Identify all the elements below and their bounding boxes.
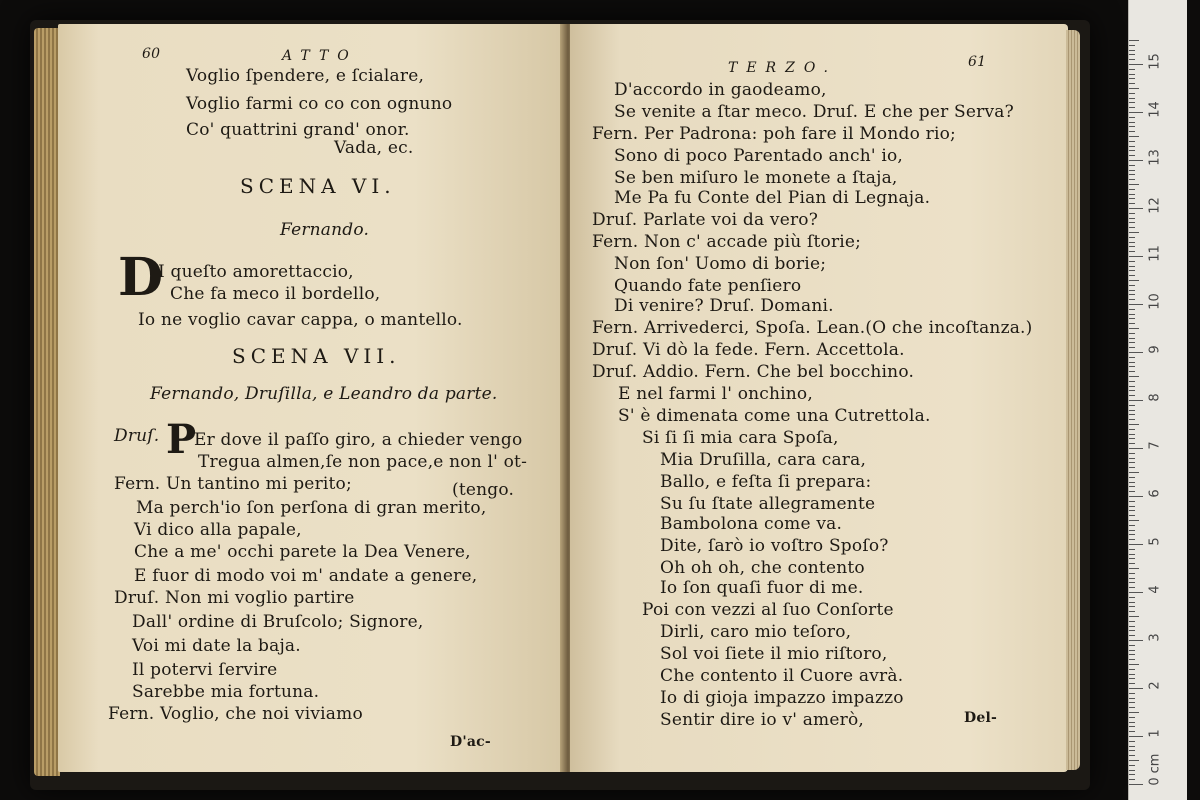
ruler-tick bbox=[1129, 568, 1139, 569]
ruler-label: 14 bbox=[1147, 101, 1163, 118]
ruler-tick bbox=[1129, 549, 1135, 550]
ruler-tick bbox=[1129, 261, 1135, 262]
ruler-label: 15 bbox=[1147, 53, 1163, 70]
ruler-tick bbox=[1129, 74, 1135, 75]
ruler-tick bbox=[1129, 333, 1135, 334]
catchword: D'ac- bbox=[450, 734, 491, 750]
ruler-tick bbox=[1129, 242, 1135, 243]
ruler-tick bbox=[1129, 510, 1135, 511]
ruler-tick bbox=[1129, 246, 1135, 247]
ruler-tick bbox=[1129, 520, 1139, 521]
verse-line: Me Pa fu Conte del Pian di Legnaja. bbox=[614, 188, 931, 208]
ruler-tick bbox=[1129, 750, 1135, 751]
ruler-label: 3 bbox=[1147, 633, 1163, 642]
verse-line: Co' quattrini grand' onor. bbox=[186, 120, 410, 140]
ruler-tick bbox=[1129, 170, 1135, 171]
verse-line: Voglio farmi co co con ognuno bbox=[186, 94, 453, 114]
ruler-tick bbox=[1129, 707, 1135, 708]
ruler-tick bbox=[1129, 93, 1135, 94]
ruler-tick bbox=[1129, 501, 1135, 502]
verse-line: Druſ. Addio. Fern. Che bel bocchino. bbox=[592, 362, 915, 382]
ruler-label: 8 bbox=[1147, 393, 1163, 402]
verse-line: Druſ. Vi dò la fede. Fern. Accettola. bbox=[592, 340, 905, 360]
ruler-tick bbox=[1129, 486, 1135, 487]
ruler-label: 11 bbox=[1147, 245, 1163, 262]
ruler-tick bbox=[1129, 318, 1135, 319]
ruler-tick bbox=[1129, 539, 1135, 540]
ruler-tick bbox=[1129, 669, 1135, 670]
verse-line: Vada, ec. bbox=[334, 138, 414, 158]
ruler-tick bbox=[1129, 347, 1135, 348]
ruler-unit: cm bbox=[1147, 753, 1163, 774]
ruler-tick bbox=[1129, 381, 1135, 382]
verse-line: Di venire? Druſ. Domani. bbox=[614, 296, 834, 316]
ruler-tick bbox=[1129, 270, 1135, 271]
ruler-tick bbox=[1129, 597, 1135, 598]
ruler-tick bbox=[1129, 630, 1135, 631]
verse-line: Io ſon quaſi fuor di me. bbox=[660, 578, 864, 598]
ruler-tick bbox=[1129, 179, 1135, 180]
ruler-tick bbox=[1129, 304, 1143, 305]
left-page bbox=[58, 24, 566, 772]
ruler-tick bbox=[1129, 141, 1135, 142]
ruler-tick bbox=[1129, 472, 1139, 473]
ruler-tick bbox=[1129, 290, 1135, 291]
ruler-tick bbox=[1129, 40, 1139, 41]
measurement-ruler bbox=[1128, 0, 1187, 800]
scene-title: SCENA VI. bbox=[240, 174, 396, 198]
verse-line: D'accordo in gaodeamo, bbox=[614, 80, 827, 100]
ruler-label: 0 bbox=[1147, 777, 1163, 786]
ruler-tick bbox=[1129, 419, 1135, 420]
ruler-tick bbox=[1129, 616, 1139, 617]
ruler-tick bbox=[1129, 64, 1143, 65]
ruler-tick bbox=[1129, 50, 1135, 51]
ruler-tick bbox=[1129, 410, 1135, 411]
verse-line: (tengo. bbox=[452, 480, 515, 500]
ruler-tick bbox=[1129, 328, 1139, 329]
ruler-tick bbox=[1129, 342, 1135, 343]
ruler-tick bbox=[1129, 98, 1135, 99]
ruler-tick bbox=[1129, 702, 1135, 703]
ruler-tick bbox=[1129, 275, 1135, 276]
verse-line: Si ſi ſi mia cara Spoſa, bbox=[642, 428, 839, 448]
ruler-tick bbox=[1129, 736, 1143, 737]
ruler-tick bbox=[1129, 184, 1139, 185]
verse-line: Mia Druſilla, cara cara, bbox=[660, 450, 867, 470]
ruler-tick bbox=[1129, 83, 1135, 84]
ruler-label: 13 bbox=[1147, 149, 1163, 166]
ruler-tick bbox=[1129, 386, 1135, 387]
verse-line: Su ſu ſtate allegramente bbox=[660, 494, 876, 514]
ruler-tick bbox=[1129, 770, 1135, 771]
ruler-tick bbox=[1129, 213, 1135, 214]
ruler-tick bbox=[1129, 784, 1143, 785]
ruler-tick bbox=[1129, 765, 1135, 766]
ruler-tick bbox=[1129, 558, 1135, 559]
ruler-tick bbox=[1129, 146, 1135, 147]
ruler-tick bbox=[1129, 323, 1135, 324]
ruler-tick bbox=[1129, 189, 1135, 190]
ruler-tick bbox=[1129, 299, 1135, 300]
ruler-tick bbox=[1129, 606, 1135, 607]
speaker-label: Druſ. bbox=[114, 426, 160, 446]
ruler-tick bbox=[1129, 534, 1135, 535]
ruler-tick bbox=[1129, 429, 1135, 430]
ruler-tick bbox=[1129, 515, 1135, 516]
ruler-tick bbox=[1129, 266, 1135, 267]
ruler-tick bbox=[1129, 117, 1135, 118]
ruler-tick bbox=[1129, 741, 1135, 742]
ruler-tick bbox=[1129, 779, 1135, 780]
ruler-tick bbox=[1129, 59, 1135, 60]
ruler-tick bbox=[1129, 712, 1139, 713]
ruler-tick bbox=[1129, 107, 1135, 108]
ruler-label: 5 bbox=[1147, 537, 1163, 546]
ruler-tick bbox=[1129, 438, 1135, 439]
ruler-tick bbox=[1129, 237, 1135, 238]
verse-line: Se venite a ſtar meco. Druſ. E che per Serva? bbox=[614, 102, 1014, 122]
ruler-tick bbox=[1129, 621, 1135, 622]
verse-line: Dite, ſarò io voſtro Spoſo? bbox=[660, 536, 889, 556]
verse-line: Voi mi date la baja. bbox=[132, 636, 301, 656]
ruler-tick bbox=[1129, 174, 1135, 175]
ruler-tick bbox=[1129, 688, 1143, 689]
ruler-tick bbox=[1129, 251, 1135, 252]
ruler-label: 9 bbox=[1147, 345, 1163, 354]
ruler-tick bbox=[1129, 203, 1135, 204]
ruler-tick bbox=[1129, 160, 1143, 161]
ruler-tick bbox=[1129, 362, 1135, 363]
ruler-tick bbox=[1129, 208, 1143, 209]
verse-line: Druſ. Parlate voi da vero? bbox=[592, 210, 819, 230]
ruler-tick bbox=[1129, 693, 1135, 694]
ruler-tick bbox=[1129, 54, 1135, 55]
ruler-tick bbox=[1129, 165, 1135, 166]
ruler-tick bbox=[1129, 414, 1135, 415]
ruler-tick bbox=[1129, 352, 1143, 353]
ruler-tick bbox=[1129, 664, 1139, 665]
ruler-tick bbox=[1129, 458, 1135, 459]
ruler-tick bbox=[1129, 150, 1135, 151]
ruler-tick bbox=[1129, 467, 1135, 468]
verse-line: S' è dimenata come una Cutrettola. bbox=[618, 406, 931, 426]
ruler-tick bbox=[1129, 602, 1135, 603]
page-edges-left bbox=[34, 28, 60, 776]
ruler-tick bbox=[1129, 78, 1135, 79]
ruler-tick bbox=[1129, 194, 1135, 195]
verse-line: Quando fate penſiero bbox=[614, 276, 802, 296]
ruler-tick bbox=[1129, 390, 1135, 391]
ruler-tick bbox=[1129, 563, 1135, 564]
scene-cast: Fernando. bbox=[280, 220, 370, 240]
ruler-tick bbox=[1129, 530, 1135, 531]
ruler-tick bbox=[1129, 395, 1135, 396]
ruler-tick bbox=[1129, 280, 1139, 281]
verse-line: E nel farmi l' onchino, bbox=[618, 384, 813, 404]
catchword: Del- bbox=[964, 710, 997, 726]
scene-cast: Fernando, Druſilla, e Leandro da parte. bbox=[150, 384, 498, 404]
ruler-tick bbox=[1129, 640, 1143, 641]
ruler-tick bbox=[1129, 760, 1139, 761]
verse-line: Oh oh oh, che contento bbox=[660, 558, 865, 578]
ruler-tick bbox=[1129, 496, 1143, 497]
verse-line: Io ne voglio cavar cappa, o mantello. bbox=[138, 310, 463, 330]
ruler-tick bbox=[1129, 506, 1135, 507]
verse-line: Fern. Un tantino mi perito; bbox=[114, 474, 352, 494]
ruler-tick bbox=[1129, 227, 1135, 228]
verse-line: Sarebbe mia fortuna. bbox=[132, 682, 320, 702]
ruler-tick bbox=[1129, 592, 1143, 593]
ruler-label: 1 bbox=[1147, 729, 1163, 738]
verse-line: Se ben miſuro le monete a ſtaja, bbox=[614, 168, 898, 188]
verse-line: Fern. Per Padrona: poh fare il Mondo rio; bbox=[592, 124, 956, 144]
verse-line: Fern. Arrivederci, Spoſa. Lean.(O che incoſtanza.) bbox=[592, 318, 1033, 338]
ruler-tick bbox=[1129, 654, 1135, 655]
ruler-tick bbox=[1129, 136, 1139, 137]
ruler-label: 12 bbox=[1147, 197, 1163, 214]
ruler-label: 6 bbox=[1147, 489, 1163, 498]
ruler-tick bbox=[1129, 635, 1135, 636]
right-page bbox=[570, 24, 1068, 772]
drop-cap: P bbox=[166, 416, 197, 463]
ruler-tick bbox=[1129, 525, 1135, 526]
ruler-tick bbox=[1129, 400, 1143, 401]
ruler-tick bbox=[1129, 126, 1135, 127]
verse-line: Fern. Non c' accade più ſtorie; bbox=[592, 232, 862, 252]
verse-line: Voglio ſpendere, e ſcialare, bbox=[186, 66, 425, 86]
ruler-tick bbox=[1129, 482, 1135, 483]
right-folio: 61 bbox=[968, 54, 987, 70]
ruler-tick bbox=[1129, 678, 1135, 679]
ruler-tick bbox=[1129, 582, 1135, 583]
ruler-tick bbox=[1129, 453, 1135, 454]
ruler-tick bbox=[1129, 222, 1135, 223]
verse-line: Er dove il paſſo giro, a chieder vengo bbox=[194, 430, 523, 450]
verse-line: I queſto amorettaccio, bbox=[158, 262, 354, 282]
ruler-tick bbox=[1129, 746, 1135, 747]
ruler-tick bbox=[1129, 256, 1143, 257]
verse-line: Druſ. Non mi voglio partire bbox=[114, 588, 355, 608]
ruler-tick bbox=[1129, 755, 1135, 756]
ruler-tick bbox=[1129, 554, 1135, 555]
ruler-tick bbox=[1129, 69, 1135, 70]
ruler-tick bbox=[1129, 314, 1135, 315]
ruler-tick bbox=[1129, 717, 1135, 718]
page-edges-right bbox=[1066, 30, 1080, 770]
ruler-tick bbox=[1129, 131, 1135, 132]
ruler-tick bbox=[1129, 587, 1135, 588]
verse-line: Non ſon' Uomo di borie; bbox=[614, 254, 827, 274]
ruler-tick bbox=[1129, 376, 1139, 377]
verse-line: Sol voi ſiete il mio riſtoro, bbox=[660, 644, 888, 664]
verse-line: Sentir dire io v' amerò, bbox=[660, 710, 865, 730]
ruler-tick bbox=[1129, 448, 1143, 449]
ruler-tick bbox=[1129, 155, 1135, 156]
ruler-tick bbox=[1129, 294, 1135, 295]
ruler-tick bbox=[1129, 462, 1135, 463]
verse-line: Io di gioja impazzo impazzo bbox=[660, 688, 904, 708]
verse-line: Ballo, e feſta ſi prepara: bbox=[660, 472, 872, 492]
ruler-tick bbox=[1129, 645, 1135, 646]
ruler-tick bbox=[1129, 477, 1135, 478]
ruler-tick bbox=[1129, 611, 1135, 612]
verse-line: Sono di poco Parentado anch' io, bbox=[614, 146, 904, 166]
ruler-tick bbox=[1129, 650, 1135, 651]
ruler-tick bbox=[1129, 198, 1135, 199]
ruler-tick bbox=[1129, 232, 1139, 233]
ruler-tick bbox=[1129, 338, 1135, 339]
ruler-tick bbox=[1129, 573, 1135, 574]
ruler-tick bbox=[1129, 102, 1135, 103]
ruler-tick bbox=[1129, 674, 1135, 675]
ruler-tick bbox=[1129, 434, 1135, 435]
ruler-tick bbox=[1129, 424, 1139, 425]
ruler-tick bbox=[1129, 731, 1135, 732]
verse-line: Dall' ordine di Bruſcolo; Signore, bbox=[132, 612, 424, 632]
ruler-label: 10 bbox=[1147, 293, 1163, 310]
ruler-label: 7 bbox=[1147, 441, 1163, 450]
left-running-head: ATTO bbox=[282, 48, 358, 64]
ruler-tick bbox=[1129, 405, 1135, 406]
ruler-tick bbox=[1129, 218, 1135, 219]
verse-line: Fern. Voglio, che noi viviamo bbox=[108, 704, 363, 724]
ruler-tick bbox=[1129, 722, 1135, 723]
drop-cap: D bbox=[118, 247, 164, 308]
ruler-label: 4 bbox=[1147, 585, 1163, 594]
ruler-label: 2 bbox=[1147, 681, 1163, 690]
ruler-tick bbox=[1129, 45, 1135, 46]
verse-line: Ma perch'io ſon perſona di gran merito, bbox=[136, 498, 487, 518]
ruler-tick bbox=[1129, 366, 1135, 367]
ruler-tick bbox=[1129, 371, 1135, 372]
ruler-tick bbox=[1129, 726, 1135, 727]
ruler-tick bbox=[1129, 659, 1135, 660]
ruler-tick bbox=[1129, 309, 1135, 310]
right-running-head: TERZO. bbox=[728, 60, 837, 76]
ruler-tick bbox=[1129, 122, 1135, 123]
verse-line: Bambolona come va. bbox=[660, 514, 843, 534]
verse-line: Che a me' occhi parete la Dea Venere, bbox=[134, 542, 471, 562]
ruler-tick bbox=[1129, 578, 1135, 579]
ruler-tick bbox=[1129, 626, 1135, 627]
verse-line: Dirli, caro mio teſoro, bbox=[660, 622, 852, 642]
ruler-tick bbox=[1129, 698, 1135, 699]
ruler-tick bbox=[1129, 443, 1135, 444]
left-folio: 60 bbox=[142, 46, 161, 62]
ruler-tick bbox=[1129, 357, 1135, 358]
verse-line: Che fa meco il bordello, bbox=[170, 284, 381, 304]
ruler-tick bbox=[1129, 88, 1139, 89]
scene-title: SCENA VII. bbox=[232, 344, 401, 368]
verse-line: Tregua almen,ſe non pace,e non l' ot- bbox=[198, 452, 528, 472]
ruler-tick bbox=[1129, 491, 1135, 492]
ruler-tick bbox=[1129, 544, 1143, 545]
ruler-tick bbox=[1129, 285, 1135, 286]
verse-line: Poi con vezzi al ſuo Conſorte bbox=[642, 600, 894, 620]
verse-line: Il potervi ſervire bbox=[132, 660, 278, 680]
verse-line: Che contento il Cuore avrà. bbox=[660, 666, 904, 686]
verse-line: E fuor di modo voi m' andate a genere, bbox=[134, 566, 478, 586]
ruler-tick bbox=[1129, 112, 1143, 113]
verse-line: Vi dico alla papale, bbox=[134, 520, 302, 540]
ruler-tick bbox=[1129, 683, 1135, 684]
ruler-tick bbox=[1129, 774, 1135, 775]
